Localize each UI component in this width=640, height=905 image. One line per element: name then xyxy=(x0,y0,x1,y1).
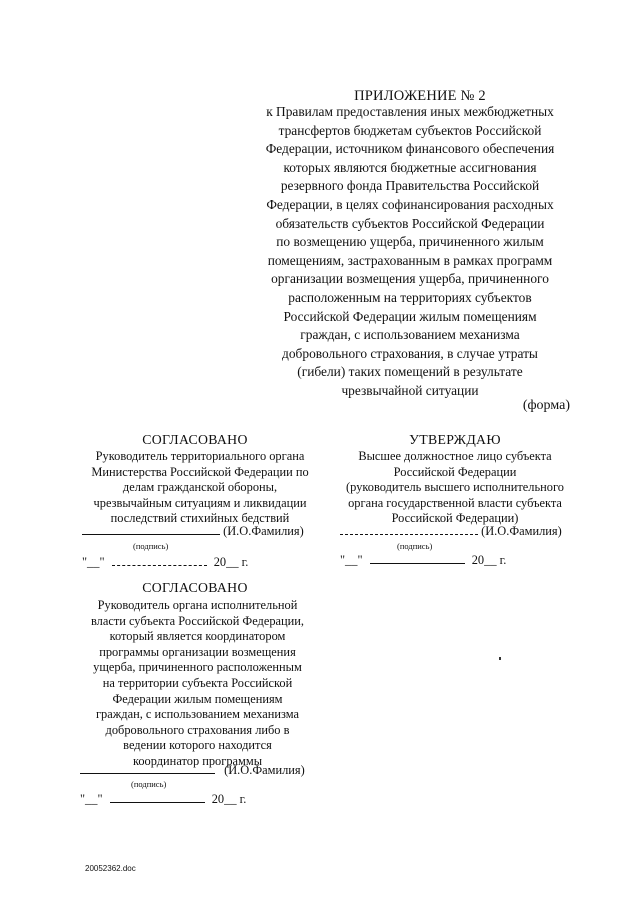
left-approval-line: Министерства Российской Федерации по xyxy=(91,464,309,479)
form-label: (форма) xyxy=(522,398,570,413)
left-approval-line: последствий стихийных бедствий xyxy=(110,511,290,526)
appendix-line: расположенным на территориях субъектов xyxy=(288,289,532,305)
appendix-line: резервного фонда Правительства Российской xyxy=(280,178,540,194)
lower-approval-heading: СОГЛАСОВАНО xyxy=(142,580,248,595)
left-name-placeholder: (И.О.Фамилия) xyxy=(223,524,304,538)
lower-approval-line: Руководитель органа исполнительной xyxy=(97,598,298,612)
left-approval-heading: СОГЛАСОВАНО xyxy=(142,432,248,447)
right-approval-line: органа государственной власти субъекта xyxy=(348,495,562,510)
signature-underline xyxy=(80,762,215,774)
lower-date-line xyxy=(80,791,246,807)
lower-signature-line xyxy=(80,762,305,778)
lower-approval-line: добровольного страхования либо в xyxy=(105,722,290,737)
right-approval-line: Российской Федерации) xyxy=(391,511,519,526)
date-day: "__" xyxy=(340,553,363,567)
left-approval-line: чрезвычайным ситуациям и ликвидации xyxy=(93,495,307,510)
right-approval-text xyxy=(330,449,580,527)
appendix-line: по возмещению ущерба, причиненного жилым xyxy=(276,234,544,250)
lower-approval-line: координатор программы xyxy=(132,753,263,768)
appendix-line: Российской Федерации жилым помещениям xyxy=(283,308,537,324)
date-day: "__" xyxy=(80,792,103,806)
appendix-line: к Правилам предоставления иных межбюджетных xyxy=(266,104,554,119)
lower-approval-line: ведении которого находится xyxy=(123,738,272,753)
lower-approval-line: граждан, с использованием механизма xyxy=(95,707,300,722)
date-day: "__" xyxy=(82,555,105,569)
right-approval-line: Российской Федерации xyxy=(393,464,517,479)
lower-approval-line: программы организации возмещения xyxy=(99,644,296,659)
stray-mark xyxy=(499,657,501,660)
appendix-line: обязательств субъектов Российской Федерации xyxy=(275,215,545,231)
lower-name-placeholder: (И.О.Фамилия) xyxy=(224,763,305,777)
appendix-line: которых являются бюджетные ассигнования xyxy=(283,159,537,175)
lower-approval-line: который является координатором xyxy=(109,629,286,644)
date-year: 20__ г. xyxy=(471,553,507,567)
appendix-line: организации возмещения ущерба, причиненного xyxy=(271,271,549,287)
appendix-title: ПРИЛОЖЕНИЕ № 2 xyxy=(354,88,486,104)
date-year: 20__ г. xyxy=(213,555,249,569)
appendix-line: Федерации, в целях софинансирования расходных xyxy=(266,196,554,212)
appendix-line: добровольного страхования, в случае утраты xyxy=(282,345,538,361)
left-approval-line: Руководитель территориального органа xyxy=(95,449,305,463)
date-month-underline xyxy=(370,552,465,564)
lower-approval-line: на территории субъекта Российской xyxy=(102,675,293,690)
left-signature-line xyxy=(82,523,304,539)
right-approval-line: Высшее должностное лицо субъекта xyxy=(358,449,552,463)
left-approval-line: делам гражданской обороны, xyxy=(122,480,278,495)
right-signature-line xyxy=(340,523,562,539)
right-name-placeholder: (И.О.Фамилия) xyxy=(481,524,562,538)
appendix-line: помещениям, застрахованным в рамках программ xyxy=(267,252,553,268)
date-year: 20__ г. xyxy=(211,792,247,806)
right-date-line xyxy=(340,552,506,568)
appendix-line: чрезвычайной ситуации xyxy=(341,382,479,398)
lower-approval-text xyxy=(75,598,320,770)
appendix-subtitle xyxy=(225,103,595,401)
left-approval-text xyxy=(80,449,320,527)
lower-approval-line: власти субъекта Российской Федерации, xyxy=(90,613,305,628)
appendix-line: (гибели) таких помещений в результате xyxy=(297,364,523,380)
left-date-line xyxy=(82,554,248,570)
appendix-line: трансфертов бюджетам субъектов Российской xyxy=(278,122,542,138)
appendix-line: Федерации, источником финансового обеспечения xyxy=(265,141,555,157)
right-signature-caption: (подпись) xyxy=(397,541,433,551)
document-filename: 20052362.doc xyxy=(85,864,136,873)
lower-approval-line: ущерба, причиненного расположенным xyxy=(93,660,302,675)
signature-underline xyxy=(82,523,220,535)
date-month-underline xyxy=(112,554,207,566)
right-approval-line: (руководитель высшего исполнительного xyxy=(346,480,564,495)
signature-underline xyxy=(340,523,478,535)
right-approval-heading: УТВЕРЖДАЮ xyxy=(409,432,501,447)
date-month-underline xyxy=(110,791,205,803)
lower-approval-line: Федерации жилым помещениям xyxy=(112,691,283,706)
lower-signature-caption: (подпись) xyxy=(131,779,167,789)
left-signature-caption: (подпись) xyxy=(133,541,169,551)
appendix-line: граждан, с использованием механизма xyxy=(300,327,520,343)
